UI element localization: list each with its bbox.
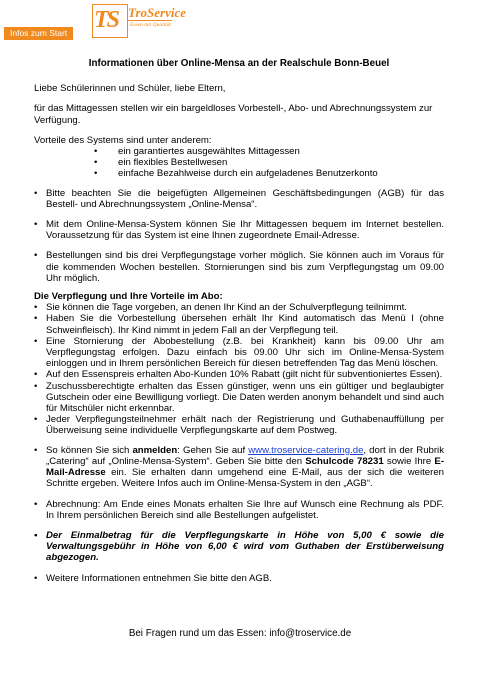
list-item: • Der Einmalbetrag für die Verpflegungskarte in Höhe von 5,00 € sowie die Verwaltungsgebühr in Höhe von 6,00 € wird vom Guthaben der Erstüberweisung abgezogen. <box>34 530 444 564</box>
logo-tagline: Essen mit Qualität <box>130 22 171 28</box>
list-item: • einfache Bezahlweise durch ein aufgeladenes Benutzerkonto <box>94 168 444 179</box>
list-item: • Mit dem Online-Mensa-System können Sie Ihr Mittagessen bequem im Internet bestellen. Voraussetzung für das System ist eine Ihnen zugeordnete Email-Adresse. <box>34 219 444 241</box>
text: So können Sie sich <box>46 444 133 456</box>
logo-name: TroService <box>128 5 186 20</box>
document-body <box>34 52 444 584</box>
text: : Gehen Sie auf <box>177 444 249 456</box>
list-item: • Bitte beachten Sie die beigefügten Allgemeinen Geschäftsbedingungen (AGB) für das Bestell- und Abrechnungssystem „Online-Mensa“. <box>34 188 444 210</box>
logo-initials: TS <box>94 7 119 33</box>
list-item: • Weitere Informationen entnehmen Sie bitte den AGB. <box>34 573 444 584</box>
intro-paragraph: für das Mittagessen stellen wir ein bargeldloses Vorbestell-, Abo- und Abrechnungssystem zur Verfügung. <box>34 103 433 126</box>
greeting: Liebe Schülerinnen und Schüler, liebe Eltern, <box>34 83 226 95</box>
list-item: • ein flexibles Bestellwesen <box>94 157 444 168</box>
website-link[interactable]: www.troservice-catering.de <box>248 444 364 456</box>
registration-list <box>34 445 444 584</box>
list-item: • Jeder Verpflegungsteilnehmer erhält nach der Registrierung und Guthabenauffüllung per Überweisung seine individuelle Verpflegungskarte auf dem Postweg. <box>34 414 444 436</box>
advantages-list <box>94 146 444 180</box>
header-bar <box>0 0 480 44</box>
document-title: Informationen über Online-Mensa an der Realschule Bonn-Beuel <box>88 58 390 69</box>
text: ein. Sie erhalten dann umgehend eine E-Mail, aus der sich die weiteren Schritte ergeben. Weitere Infos auch im Online-Mensa-System in den „AGB“. <box>46 467 444 490</box>
school-code: Schulcode 78231 <box>305 455 384 467</box>
list-item: • Sie können die Tage vorgeben, an denen Ihr Kind an der Schulverpflegung teilnimmt. <box>34 302 444 313</box>
text: , dort in der Rubrik „Catering“ auf „Online-Mensa-System“. Geben Sie bitte den <box>46 444 444 467</box>
advantages-intro: Vorteile des Systems sind unter anderem: <box>34 134 212 146</box>
start-info-button[interactable]: Infos zum Start <box>4 27 73 40</box>
abo-heading: Die Verpflegung und Ihre Vorteile im Abo: <box>34 291 223 303</box>
list-item: • Eine Stornierung der Abobestellung (z.B. bei Krankheit) kann bis 09.00 Uhr am Verpflegungstag erfolgen. Dazu einfach bis 09.00 Uhr sich im Online-Mensa-System einloggen und in Ihrem persönlichen Bereich für diesen betreffenden Tag das Menü löschen. <box>34 336 444 370</box>
list-item <box>34 445 444 490</box>
abo-list <box>34 302 444 436</box>
list-item: • Haben Sie die Vorbestellung übersehen erhält Ihr Kind automatisch das Menü I (ohne Schweinfleisch). Ihr Kind nimmt in jedem Fall an der Verpflegung teil. <box>34 313 444 335</box>
email-label: E-Mail-Adresse <box>46 455 445 479</box>
info-list <box>34 188 444 284</box>
anmelden-label: anmelden <box>132 444 178 456</box>
list-item: • ein garantiertes ausgewähltes Mittagessen <box>94 146 444 157</box>
footer-contact: Bei Fragen rund um das Essen: info@troservice.de <box>128 628 352 639</box>
list-item: • Bestellungen sind bis drei Verpflegungstage vorher möglich. Sie können auch im Voraus für die kommenden Wochen bestellen. Stornierungen sind bis zum Verpflegungstag um 09.00 Uhr möglich. <box>34 250 444 284</box>
logo-underline <box>128 20 172 21</box>
list-item: • Auf den Essenspreis erhalten Abo-Kunden 10% Rabatt (gilt nicht für subventioniertes Essen). <box>34 369 444 380</box>
text: sowie Ihre <box>383 455 435 467</box>
list-item: • Zuschussberechtigte erhalten das Essen günstiger, wenn uns ein gültiger und beglaubigter Gutschein oder eine Bewilligung vorliegt. Die Daten werden anonym behandelt und sind auch für Mitschüler nicht erkennbar. <box>34 381 444 415</box>
list-item: • Abrechnung: Am Ende eines Monats erhalten Sie Ihre auf Wunsch eine Rechnung als PDF. In Ihrem persönlichen Bereich sind alle Bestellungen aufgelistet. <box>34 499 444 521</box>
troservice-logo[interactable] <box>92 4 186 40</box>
